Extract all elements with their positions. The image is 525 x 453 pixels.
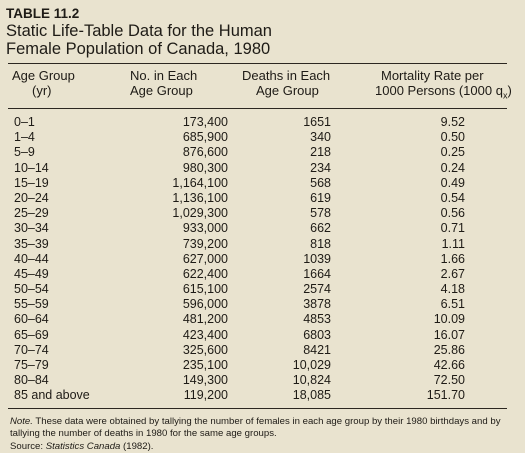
cell-number: 980,300 [182, 160, 228, 175]
cell-mortality-rate: 0.50 [440, 130, 465, 145]
table-row [6, 176, 525, 191]
header-deaths-line-1: Deaths in Each [242, 68, 331, 83]
table-row [6, 191, 525, 206]
cell-age-group: 60–64 [14, 312, 49, 327]
header-mortality-rate [375, 69, 512, 103]
cell-age-group: 35–39 [14, 236, 49, 251]
cell-number: 235,100 [182, 358, 228, 372]
table-title-line-1: Static Life-Table Data for the Human [6, 22, 272, 40]
cell-deaths: 2574 [303, 282, 331, 297]
table-row [6, 145, 525, 160]
cell-deaths: 218 [310, 145, 331, 160]
cell-mortality-rate: 0.49 [440, 175, 465, 190]
cell-deaths: 568 [310, 175, 331, 190]
cell-age-group: 40–44 [14, 251, 49, 266]
cell-number: 685,900 [182, 130, 228, 145]
table-row [6, 267, 525, 282]
cell-age-group: 85 and above [14, 388, 90, 403]
cell-mortality-rate: 25.86 [433, 342, 465, 357]
header-deaths-line-2: Age Group [256, 82, 319, 98]
header-age-line-2: (yr) [32, 82, 52, 98]
header-rate-text: 1000 Persons (1000 q [375, 82, 503, 98]
cell-deaths: 578 [310, 206, 331, 221]
cell-mortality-rate: 16.07 [433, 327, 465, 342]
cell-age-group: 50–54 [14, 282, 49, 297]
cell-deaths: 4853 [303, 312, 331, 327]
cell-number: 1,029,300 [172, 206, 228, 221]
cell-mortality-rate: 42.66 [433, 358, 465, 372]
cell-deaths: 619 [310, 190, 331, 205]
cell-mortality-rate: 10.09 [433, 312, 465, 327]
header-rate-line-2 [375, 84, 512, 103]
table-row [6, 358, 525, 373]
cell-number: 325,600 [182, 342, 228, 357]
table-row [6, 297, 525, 312]
cell-deaths: 10,824 [292, 373, 331, 388]
cell-mortality-rate: 0.71 [440, 221, 465, 236]
cell-number: 173,400 [182, 115, 228, 129]
bottom-rule [8, 408, 507, 409]
table-row [6, 115, 525, 130]
header-rate-close: ) [507, 82, 512, 98]
table-label: TABLE 11.2 [6, 6, 80, 21]
cell-number: 423,400 [182, 327, 228, 342]
cell-deaths: 662 [310, 221, 331, 236]
cell-age-group: 20–24 [14, 190, 49, 205]
header-number-line-1: No. in Each [130, 68, 198, 83]
cell-age-group: 75–79 [14, 358, 49, 372]
cell-number: 627,000 [182, 251, 228, 266]
cell-mortality-rate: 151.70 [426, 388, 465, 403]
table-body [6, 115, 525, 404]
cell-age-group: 70–74 [14, 342, 49, 357]
table-row [6, 388, 525, 403]
cell-mortality-rate: 0.25 [440, 145, 465, 160]
cell-deaths: 6803 [303, 327, 331, 342]
cell-deaths: 1664 [303, 266, 331, 281]
cell-number: 596,000 [182, 297, 228, 312]
table-source [10, 441, 525, 453]
cell-age-group: 25–29 [14, 206, 49, 221]
table-note [10, 416, 507, 441]
table-row [6, 328, 525, 343]
source-label: Source: [10, 440, 46, 452]
cell-deaths: 10,029 [292, 358, 331, 372]
source-title: Statistics Canada [45, 440, 121, 452]
table-row [6, 373, 525, 388]
cell-mortality-rate: 1.11 [441, 236, 465, 251]
cell-deaths: 8421 [303, 342, 331, 357]
cell-mortality-rate: 6.51 [440, 297, 465, 312]
cell-number: 481,200 [182, 312, 228, 327]
cell-age-group: 30–34 [14, 221, 49, 236]
table-row [6, 343, 525, 358]
table-row [6, 312, 525, 327]
table-row [6, 282, 525, 297]
cell-deaths: 1651 [303, 115, 331, 129]
cell-mortality-rate: 4.18 [440, 282, 465, 297]
cell-deaths: 3878 [303, 297, 331, 312]
table-row [6, 206, 525, 221]
cell-number: 622,400 [182, 266, 228, 281]
cell-number: 876,600 [182, 145, 228, 160]
note-text: These data were obtained by tallying the number of females in each age group by their 1980 birthdays and by tallying the number of deaths in 1980 for the same age groups. [10, 415, 501, 440]
cell-number: 615,100 [182, 282, 228, 297]
cell-age-group: 5–9 [14, 145, 35, 160]
cell-age-group: 65–69 [14, 327, 49, 342]
source-year: (1982). [120, 440, 154, 452]
table-row [6, 252, 525, 267]
note-label: Note. [10, 415, 33, 427]
cell-age-group: 80–84 [14, 373, 49, 388]
table-row [6, 237, 525, 252]
cell-mortality-rate: 72.50 [433, 373, 465, 388]
cell-mortality-rate: 1.66 [440, 251, 465, 266]
table-title [6, 22, 525, 58]
table-row [6, 130, 525, 145]
cell-number: 119,200 [183, 388, 228, 403]
cell-deaths: 818 [310, 236, 331, 251]
header-number [130, 69, 197, 98]
cell-age-group: 15–19 [14, 175, 49, 190]
cell-age-group: 1–4 [14, 130, 35, 145]
cell-mortality-rate: 2.67 [440, 266, 465, 281]
header-rule [8, 108, 507, 109]
cell-deaths: 1039 [303, 251, 331, 266]
cell-deaths: 340 [310, 130, 331, 145]
header-rate-subscript: x [502, 90, 508, 101]
header-number-line-2: Age Group [130, 82, 193, 98]
cell-number: 149,300 [182, 373, 228, 388]
cell-mortality-rate: 0.24 [440, 160, 465, 175]
header-age-group [12, 69, 75, 98]
cell-number: 739,200 [182, 236, 228, 251]
cell-number: 1,136,100 [172, 190, 228, 205]
cell-mortality-rate: 0.54 [440, 190, 465, 205]
cell-age-group: 0–1 [14, 115, 35, 129]
cell-mortality-rate: 9.52 [440, 115, 465, 129]
cell-age-group: 10–14 [14, 160, 49, 175]
table-title-line-2: Female Population of Canada, 1980 [6, 40, 271, 58]
cell-age-group: 55–59 [14, 297, 49, 312]
table-row [6, 161, 525, 176]
header-age-line-1: Age Group [12, 68, 75, 83]
cell-age-group: 45–49 [14, 266, 49, 281]
cell-number: 1,164,100 [172, 175, 228, 190]
cell-mortality-rate: 0.56 [440, 206, 465, 221]
cell-number: 933,000 [182, 221, 228, 236]
cell-deaths: 18,085 [292, 388, 331, 403]
header-rate-line-1: Mortality Rate per [381, 68, 484, 83]
header-deaths [242, 69, 330, 98]
column-headers [6, 64, 525, 106]
table-row [6, 221, 525, 236]
cell-deaths: 234 [310, 160, 331, 175]
